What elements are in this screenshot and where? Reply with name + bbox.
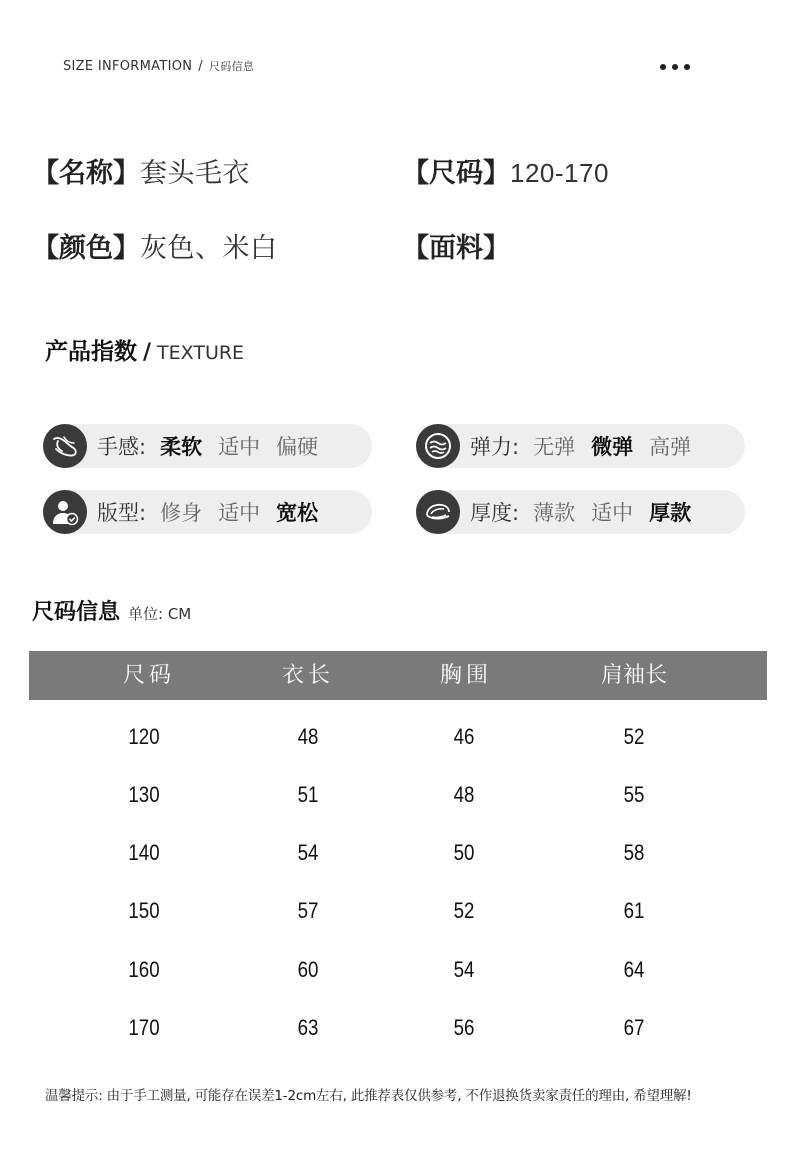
table-header-cell: 胸围	[439, 663, 493, 688]
product-fabric	[402, 226, 510, 265]
size-table-title	[32, 595, 191, 626]
table-row	[0, 782, 790, 812]
table-cell: 63	[297, 1015, 319, 1040]
metric-option-selected: 微弹	[591, 435, 634, 459]
table-cell: 52	[453, 898, 475, 923]
color-key: 【颜色】	[32, 233, 140, 264]
size-value: 120-170	[510, 158, 609, 188]
metric-option: 薄款	[533, 501, 576, 525]
metric-option: 修身	[160, 501, 203, 525]
table-cell: 160	[128, 957, 160, 982]
metric-option: 偏硬	[276, 435, 319, 459]
thickness-layers-icon	[416, 490, 460, 534]
table-cell: 52	[623, 724, 645, 749]
table-cell: 67	[623, 1015, 645, 1040]
fit-person-icon	[43, 490, 87, 534]
texture-title-en: TEXTURE	[157, 342, 245, 364]
metric-label: 厚度:	[470, 501, 520, 525]
metric-option: 适中	[218, 435, 261, 459]
metric-elasticity	[416, 424, 745, 468]
table-cell: 120	[128, 724, 160, 749]
metric-option: 高弹	[649, 435, 692, 459]
metric-option: 适中	[591, 501, 634, 525]
metric-option-selected: 厚款	[649, 501, 692, 525]
table-cell: 61	[623, 898, 645, 923]
elasticity-icon	[416, 424, 460, 468]
texture-title-cn: 产品指数	[45, 339, 137, 365]
table-cell: 50	[453, 840, 475, 865]
fabric-key: 【面料】	[402, 233, 510, 264]
table-cell: 130	[128, 782, 160, 807]
table-row	[0, 724, 790, 754]
product-size	[402, 151, 609, 190]
table-row	[0, 957, 790, 987]
texture-title-slash: /	[143, 340, 152, 365]
metric-label: 弹力:	[470, 435, 520, 459]
table-cell: 48	[453, 782, 475, 807]
size-table-header	[29, 651, 767, 700]
header-title-en: SIZE INFORMATION	[63, 59, 193, 74]
table-cell: 150	[128, 898, 160, 923]
section-header	[63, 58, 254, 74]
table-row	[0, 1015, 790, 1045]
table-cell: 56	[453, 1015, 475, 1040]
table-cell: 54	[297, 840, 319, 865]
color-value: 灰色、米白	[140, 233, 278, 264]
table-cell: 58	[623, 840, 645, 865]
measurement-note: 温馨提示: 由于手工测量, 可能存在误差1-2cm左右, 此推荐表仅供参考, 不作退换货卖家责任的理由, 希望理解!	[45, 1088, 692, 1104]
size-key: 【尺码】	[402, 158, 510, 189]
table-header-cell: 衣长	[281, 663, 335, 688]
table-cell: 48	[297, 724, 319, 749]
texture-title	[45, 333, 244, 366]
table-cell: 64	[623, 957, 645, 982]
table-cell: 170	[128, 1015, 160, 1040]
metric-option-selected: 宽松	[276, 501, 319, 525]
table-header-cell: 肩袖长	[600, 663, 668, 688]
metric-label: 手感:	[97, 435, 147, 459]
more-dots-icon	[660, 64, 690, 70]
product-name	[32, 151, 250, 190]
table-cell: 60	[297, 957, 319, 982]
product-color	[32, 226, 278, 265]
metric-option: 无弹	[533, 435, 576, 459]
metric-option-selected: 柔软	[160, 435, 203, 459]
table-header-cell: 尺码	[122, 663, 176, 688]
table-cell: 46	[453, 724, 475, 749]
table-cell: 55	[623, 782, 645, 807]
metric-label: 版型:	[97, 501, 147, 525]
table-cell: 54	[453, 957, 475, 982]
metric-fit	[43, 490, 372, 534]
header-separator: /	[198, 59, 203, 74]
size-table-title-text: 尺码信息	[32, 600, 121, 625]
hand-feel-icon	[43, 424, 87, 468]
table-row	[0, 898, 790, 928]
header-title-cn: 尺码信息	[208, 60, 255, 73]
name-value: 套头毛衣	[140, 158, 250, 189]
metric-option: 适中	[218, 501, 261, 525]
table-cell: 140	[128, 840, 160, 865]
table-cell: 57	[297, 898, 319, 923]
table-row	[0, 840, 790, 870]
table-cell: 51	[297, 782, 319, 807]
metric-hand-feel	[43, 424, 372, 468]
name-key: 【名称】	[32, 158, 140, 189]
metric-thickness	[416, 490, 745, 534]
size-table-unit: 单位: CM	[128, 605, 192, 623]
